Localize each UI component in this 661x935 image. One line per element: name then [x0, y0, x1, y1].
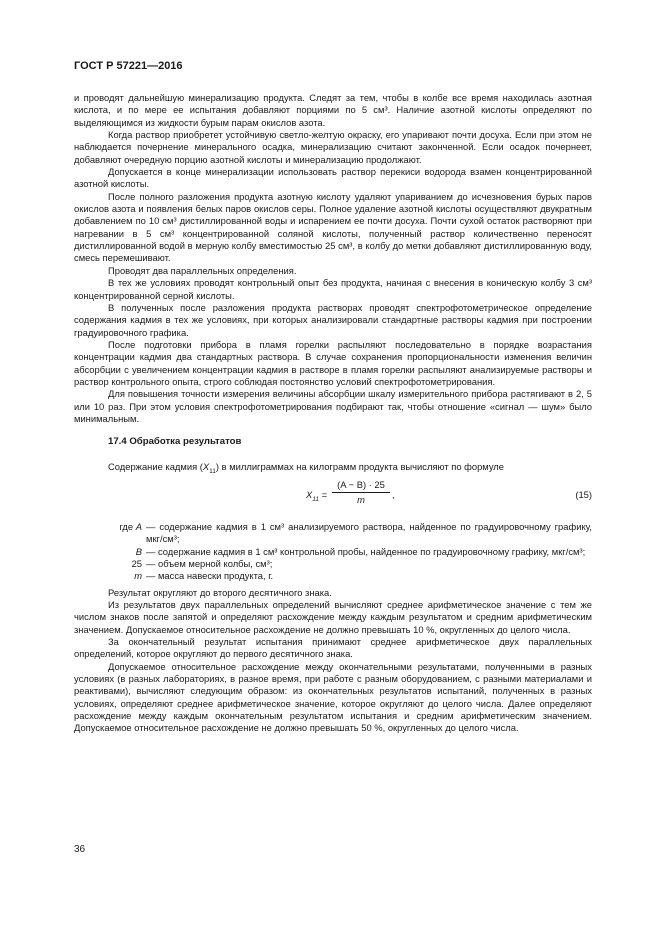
paragraph: Из результатов двух параллельных определений вычисляют среднее арифметическое значение с тем же числом знаков после запятой и определяют расхождение между каждым результатом и средним арифметическим значением. Допускаемое относительное расхождение не должно превышать 10 %, округленных до целого числа. [74, 599, 592, 635]
variables-legend [74, 521, 592, 583]
paragraph: и проводят дальнейшую минерализацию продукта. Следят за тем, чтобы в колбе все время находилась азотная кислота, и по мере ее испытания добавляют порциями по 5 см³. Наличие азотной кислоты определяют по выделяющимся из жидкости бурым парам окислов азота. [74, 92, 592, 128]
formula-number: (15) [575, 488, 592, 500]
intro-var: X [202, 460, 210, 472]
formula-lhs [306, 489, 327, 501]
legend-key [74, 521, 146, 546]
document-header: ГОСТ Р 57221—2016 [74, 60, 183, 72]
formula-comma: , [392, 488, 395, 500]
paragraph: В тех же условиях проводят контрольный опыт без продукта, начиная с внесения в коническую колбу 3 см³ концентрированной серной кислоты. [74, 277, 592, 301]
paragraph: В полученных после разложения продукта растворах проводят спектрофотометрическое определение содержания кадмия в тех же условиях, при которых анализировали стандартные растворы кадмия при построении градуировочного графика. [74, 301, 592, 338]
formula-lhs-sub: 11 [312, 495, 320, 503]
legend-row [74, 570, 592, 582]
paragraph: Допускается в конце минерализации использовать раствор перекиси водорода взамен концентрированной азотной кислоты. [74, 166, 592, 190]
legend-text: — содержание кадмия в 1 см³ контрольной пробы, найденное по градуировочному графику, мкг/см³; [146, 545, 586, 557]
legend-text: — объем мерной колбы, см³; [146, 558, 273, 569]
paragraph: Когда раствор приобретет устойчивую светло-желтую окраску, его упаривают почти досуха. Если при этом не наблюдается почернение минерального осадка, минерализацию считают законченной. Если осадок почернеет, добавляют очередную порцию азотной кислоты и минерализацию продолжают. [74, 129, 592, 165]
paragraph: Для повышения точности измерения величины абсорбции шкалу измерительного прибора растягивают в 2, 5 или 10 раз. При этом условия спектрофотометрирования подбирают так, чтобы отношение «сигнал — шум» было минимальным. [74, 388, 592, 424]
legend-var: m [134, 570, 142, 582]
intro-sub: 11 [209, 467, 216, 475]
formula-intro [74, 461, 592, 473]
legend-text: — масса навески продукта, г. [146, 570, 274, 582]
formula-fraction [332, 479, 390, 507]
legend-prefix: где [119, 520, 136, 532]
legend-row [74, 521, 592, 546]
paragraph: За окончательный результат испытания принимают среднее арифметическое двух параллельных определений, которое округляют до первого десятичного знака. [74, 636, 592, 660]
formula-15 [74, 479, 592, 513]
paragraph: После полного разложения продукта азотную кислоту удаляют упариванием до исчезновения бурых паров окислов азота и появления белых паров окислов серы. Полное удаление азотной кислоты осуществляют двукратным добавлением по 10 см³ дистиллированной воды и испарением ее почти досуха. Почти сухой остаток растворяют при нагревании в 5 см³ концентрированной соляной кислоты, полученный раствор количественно переносят дистиллированной водой в мерную колбу вместимостью 25 см³, в колбу до метки добавляют дистиллированную воду, смесь перемешивают. [74, 190, 592, 264]
legend-key [74, 546, 146, 558]
formula-equals: = [319, 488, 328, 500]
paragraph: После подготовки прибора в пламя горелки распыляют последовательно в порядке возрастания концентрации кадмия два стандартных раствора. В случае сохранения пропорциональности изменения величин абсорбции с увеличением концентрации кадмия в растворе в пламя горелки распыляют анализируемые растворы и раствор контрольного опыта, строго соблюдая постоянство условий спектрофотометрирования. [74, 338, 592, 387]
section-title: 17.4 Обработка результатов [108, 436, 242, 448]
legend-row [74, 546, 592, 558]
paragraph: Проводят два параллельных определения. [108, 264, 297, 276]
legend-var: A [135, 520, 142, 532]
intro-after: ) в миллиграммах на килограмм продукта вычисляют по формуле [215, 460, 504, 472]
legend-row [74, 558, 592, 570]
legend-key [74, 558, 146, 570]
formula-denominator: m [357, 494, 365, 506]
document-body [74, 92, 592, 735]
intro-before: Содержание кадмия ( [108, 460, 203, 472]
formula-numerator: (A − B) · 25 [332, 479, 390, 493]
legend-text: — содержание кадмия в 1 см³ анализируемого раствора, найденное по градуировочному графику, мкг/см³; [146, 520, 592, 545]
legend-var: B [135, 545, 142, 557]
legend-key [74, 570, 146, 582]
formula-lhs-var: X [306, 488, 313, 500]
paragraph: Результат округляют до второго десятичного знака. [108, 586, 332, 598]
paragraph: Допускаемое относительное расхождение между окончательными результатами, полученными в разных условиях (в разных лабораториях, в разное время, при работе с разным оборудованием, с разными материалами и реактивами), вычисляют следующим образом: из окончательных результатов испытаний, полученных в разных условиях, определяют среднее арифметическое значение, которое округляют до целого числа. Далее определяют расхождение между каждым окончательным результатом испытания и средним арифметическим значением. Допускаемое относительное расхождение не должно превышать 50 %, округленных до целого числа. [74, 660, 592, 734]
legend-var: 25 [131, 558, 142, 569]
page-number: 36 [74, 844, 86, 855]
